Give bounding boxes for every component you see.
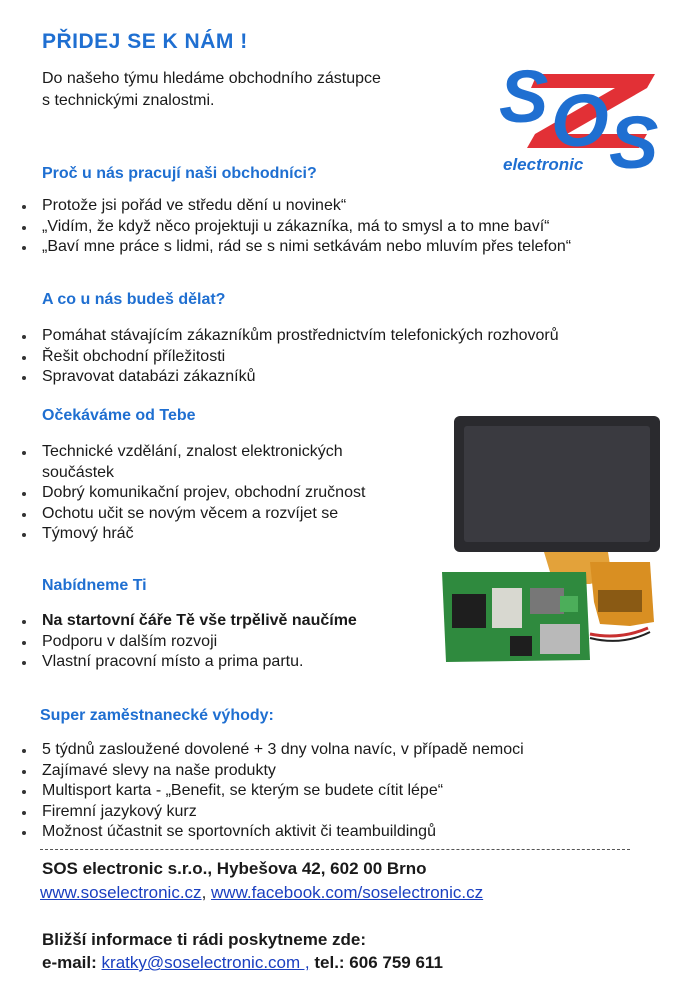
sos-electronic-logo bbox=[497, 56, 673, 180]
section-why-list bbox=[42, 196, 662, 258]
list-item: „Baví mne práce s lidmi, rád se s nimi setkávám nebo mluvím přes telefon“ bbox=[42, 237, 662, 258]
more-info-text: Bližší informace ti rádi poskytneme zde: bbox=[42, 930, 367, 949]
list-item: 5 týdnů zasloužené dovolené + 3 dny volna navíc, v případě nemoci bbox=[42, 740, 662, 761]
divider bbox=[40, 849, 630, 850]
link-separator: , bbox=[201, 883, 207, 902]
intro-line-1: Do našeho týmu hledáme obchodního zástupce bbox=[42, 70, 381, 87]
list-item: Dobrý komunikační projev, obchodní zručnost bbox=[42, 483, 392, 504]
list-item: Vlastní pracovní místo a prima partu. bbox=[42, 652, 422, 673]
section-expect-list bbox=[42, 442, 392, 545]
facebook-link[interactable]: www.facebook.com/soselectronic.cz bbox=[211, 883, 484, 902]
email-label: e-mail: bbox=[42, 953, 97, 972]
list-item: Týmový hráč bbox=[42, 524, 392, 545]
list-item: Spravovat databázi zákazníků bbox=[42, 367, 662, 388]
list-item: Ochotu učit se novým věcem a rozvíjet se bbox=[42, 504, 392, 525]
website-link[interactable]: www.soselectronic.cz bbox=[40, 883, 202, 902]
section-offer-heading: Nabídneme Ti bbox=[42, 577, 147, 594]
list-item: Technické vzdělání, znalost elektronických součástek bbox=[42, 442, 392, 483]
list-item: Firemní jazykový kurz bbox=[42, 802, 662, 823]
list-item: Možnost účastnit se sportovních aktivit či teambuildingů bbox=[42, 822, 662, 843]
section-benefits-heading: Super zaměstnanecké výhody: bbox=[40, 707, 274, 724]
product-display-board-image bbox=[440, 412, 662, 668]
list-item: Zajímavé slevy na naše produkty bbox=[42, 761, 662, 782]
section-do-list bbox=[42, 326, 662, 388]
page-title: PŘIDEJ SE K NÁM ! bbox=[42, 30, 248, 53]
intro-text bbox=[42, 68, 462, 112]
list-item: Na startovní čáře Tě vše trpělivě naučíme bbox=[42, 611, 422, 632]
logo-letter-s2: S bbox=[609, 101, 659, 180]
logo-letter-s1: S bbox=[499, 56, 549, 138]
list-item: Protože jsi pořád ve středu dění u novinek“ bbox=[42, 196, 662, 217]
section-offer-list bbox=[42, 611, 422, 673]
intro-line-2: s technickými znalostmi. bbox=[42, 92, 215, 109]
section-do-heading: A co u nás budeš dělat? bbox=[42, 291, 226, 308]
list-item: Multisport karta - „Benefit, se kterým se budete cítit lépe“ bbox=[42, 781, 662, 802]
company-address: SOS electronic s.r.o., Hybešova 42, 602 00 Brno bbox=[42, 859, 427, 878]
footer-links bbox=[40, 883, 483, 903]
list-item: Řešit obchodní příležitosti bbox=[42, 347, 662, 368]
list-item: Podporu v dalším rozvoji bbox=[42, 632, 422, 653]
logo-subtext: electronic bbox=[503, 155, 584, 174]
section-why-heading: Proč u nás pracují naši obchodníci? bbox=[42, 165, 317, 182]
logo-letter-o: O bbox=[551, 79, 609, 162]
list-item: „Vidím, že když něco projektuji u zákazníka, má to smysl a to mne baví“ bbox=[42, 217, 662, 238]
list-item: Pomáhat stávajícím zákazníkům prostřednictvím telefonických rozhovorů bbox=[42, 326, 662, 347]
phone-number: tel.: 606 759 611 bbox=[314, 953, 443, 972]
contact-line bbox=[42, 953, 443, 973]
section-expect-heading: Očekáváme od Tebe bbox=[42, 407, 196, 424]
email-link[interactable]: kratky@soselectronic.com , bbox=[101, 953, 310, 972]
section-benefits-list bbox=[42, 740, 662, 843]
